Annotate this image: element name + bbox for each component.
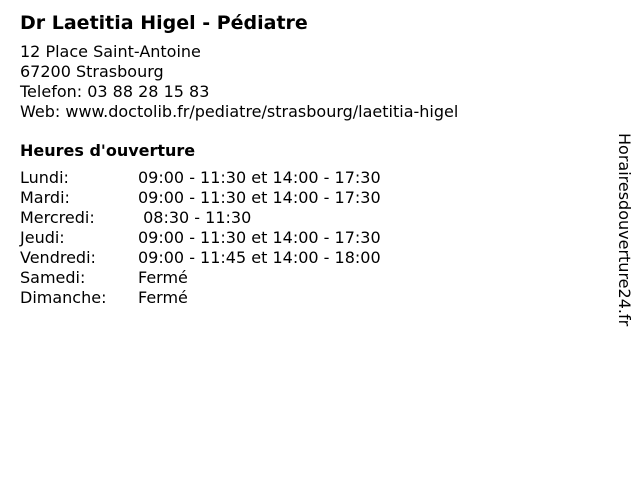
hours-table bbox=[20, 168, 580, 308]
address-block bbox=[20, 42, 580, 122]
hours-section-title: Heures d'ouverture bbox=[20, 141, 196, 160]
hours-day-label: Mercredi: bbox=[20, 208, 95, 227]
page-title: Dr Laetitia Higel - Pédiatre bbox=[20, 12, 308, 34]
hours-time-value: 08:30 - 11:30 bbox=[138, 208, 252, 227]
hours-row-sunday bbox=[20, 288, 580, 308]
hours-time-value: 09:00 - 11:30 et 14:00 - 17:30 bbox=[138, 188, 381, 207]
hours-time-value: 09:00 - 11:45 et 14:00 - 18:00 bbox=[138, 248, 381, 267]
hours-day-label: Dimanche: bbox=[20, 288, 107, 307]
hours-row-wednesday bbox=[20, 208, 580, 228]
hours-time-value: Fermé bbox=[138, 268, 188, 287]
hours-day-label: Jeudi: bbox=[20, 228, 65, 247]
hours-day-label: Vendredi: bbox=[20, 248, 96, 267]
hours-row-friday bbox=[20, 248, 580, 268]
hours-day-label: Lundi: bbox=[20, 168, 69, 187]
hours-row-monday bbox=[20, 168, 580, 188]
phone-number: Telefon: 03 88 28 15 83 bbox=[20, 82, 210, 101]
hours-time-value: Fermé bbox=[138, 288, 188, 307]
listing-card bbox=[20, 10, 580, 308]
hours-time-value: 09:00 - 11:30 et 14:00 - 17:30 bbox=[138, 228, 381, 247]
brand-watermark: Horairesdouverture24.fr bbox=[615, 133, 634, 327]
hours-time-value: 09:00 - 11:30 et 14:00 - 17:30 bbox=[138, 168, 381, 187]
address-city: 67200 Strasbourg bbox=[20, 62, 164, 81]
hours-row-thursday bbox=[20, 228, 580, 248]
hours-row-saturday bbox=[20, 268, 580, 288]
address-street: 12 Place Saint-Antoine bbox=[20, 42, 201, 61]
website: Web: www.doctolib.fr/pediatre/strasbourg/laetitia-higel bbox=[20, 102, 459, 121]
hours-day-label: Samedi: bbox=[20, 268, 86, 287]
hours-day-label: Mardi: bbox=[20, 188, 70, 207]
hours-row-tuesday bbox=[20, 188, 580, 208]
